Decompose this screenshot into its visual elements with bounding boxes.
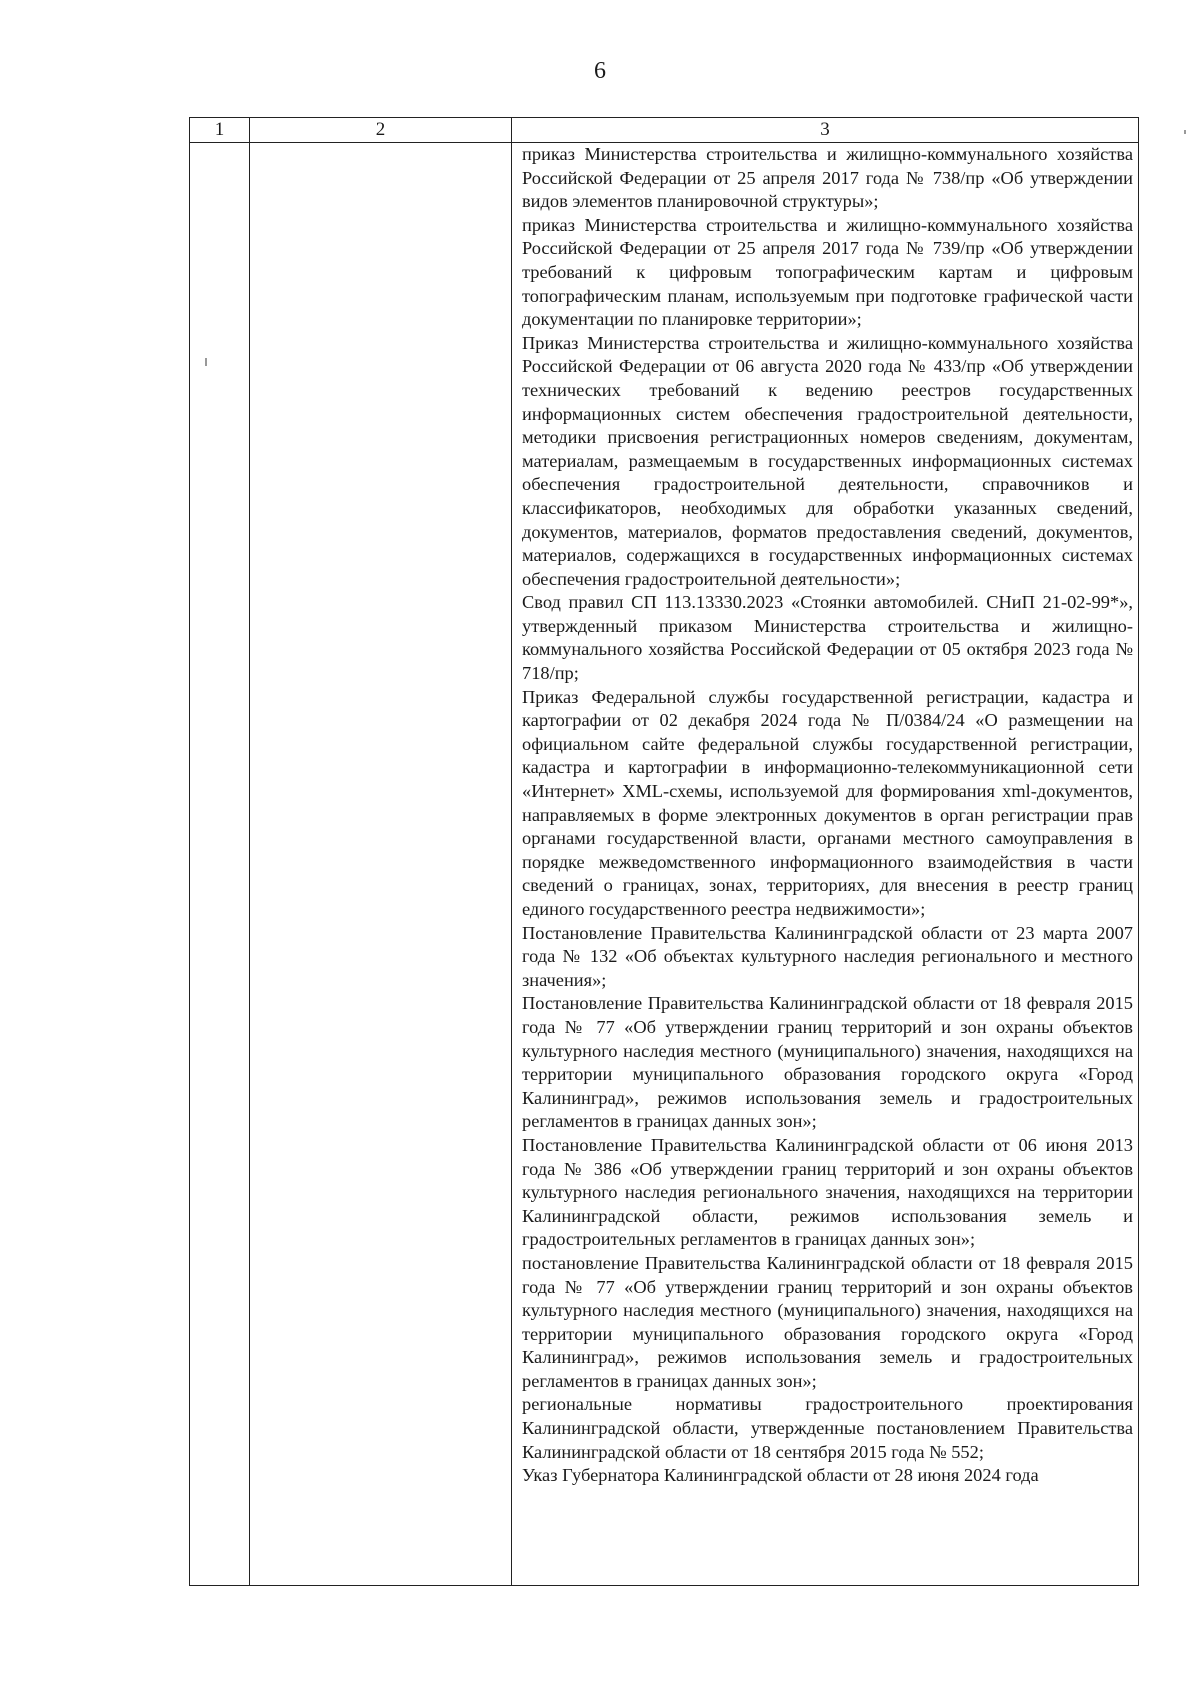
column-2-cell: [250, 143, 512, 1586]
list-item: Приказ Министерства строительства и жилищно-коммунального хозяйства Российской Федерации от 06 августа 2020 года № 433/пр «Об утверждении технических требований к ведению реестров государственных информационных систем обеспечения градостроительной деятельности, методики присвоения регистрационных номеров сведениям, документам, материалам, размещаемым в государственных информационных системах обеспечения градостроительной деятельности, справочников и классификаторов, необходимых для обработки указанных сведений, документов, материалов, форматов предоставления сведений, документов, материалов, содержащихся в государственных информационных системах обеспечения градостроительной деятельности»;: [522, 332, 1133, 589]
scan-mark: [1184, 130, 1186, 134]
list-item: Свод правил СП 113.13330.2023 «Стоянки автомобилей. СНиП 21-02-99*», утвержденный приказом Министерства строительства и жилищно-коммунального хозяйства Российской Федерации от 05 октября 2023 года № 718/пр;: [522, 592, 1133, 684]
column-header-3: 3: [512, 118, 1139, 143]
list-item: Приказ Федеральной службы государственной регистрации, кадастра и картографии от 02 декабря 2024 года № П/0384/24 «О размещении на официальном сайте федеральной службы государственной регистрации, кадастра и картографии в информационно-телекоммуникационной сети «Интернет» XML-схемы, используемой для формирования xml-документов, направляемых в форме электронных документов в орган регистрации прав органами государственной власти, органами местного самоуправления в порядке межведомственного информационного взаимодействия в части сведений о границах, зонах, территориях, для внесения в реестр границ единого государственного реестра недвижимости»;: [522, 686, 1133, 919]
list-item: Постановление Правительства Калининградской области от 23 марта 2007 года № 132 «Об объектах культурного наследия регионального и местного значения»;: [522, 922, 1133, 990]
list-item: Постановление Правительства Калининградской области от 06 июня 2013 года № 386 «Об утверждении границ территорий и зон охраны объектов культурного наследия регионального значения, находящихся на территории Калининградской области, режимов использования земель и градостроительных регламентов в границах данных зон»;: [522, 1134, 1133, 1250]
list-item: постановление Правительства Калининградской области от 18 февраля 2015 года № 77 «Об утверждении границ территорий и зон охраны объектов культурного наследия местного (муниципального) значения, находящихся на территории муниципального образования городского округа «Город Калининград», режимов использования земель и градостроительных регламентов в границах данных зон»;: [522, 1252, 1133, 1391]
list-item: приказ Министерства строительства и жилищно-коммунального хозяйства Российской Федерации от 25 апреля 2017 года № 739/пр «Об утверждении требований к цифровым топографическим картам и цифровым топографическим планам, используемым при подготовке графической части документации по планировке территории»;: [522, 214, 1133, 330]
column-3-cell: [512, 143, 1139, 1586]
list-item: приказ Министерства строительства и жилищно-коммунального хозяйства Российской Федерации от 25 апреля 2017 года № 738/пр «Об утверждении видов элементов планировочной структуры»;: [522, 144, 1133, 212]
table-header-row: [190, 118, 1139, 143]
list-item: региональные нормативы градостроительного проектирования Калининградской области, утвержденные постановлением Правительства Калининградской области от 18 сентября 2015 года № 552;: [522, 1394, 1133, 1462]
list-item: Указ Губернатора Калининградской области от 28 июня 2024 года: [522, 1465, 1039, 1486]
column-header-1: 1: [190, 118, 250, 143]
page-number: 6: [594, 58, 606, 84]
column-header-2: 2: [250, 118, 512, 143]
column-1-cell: [190, 143, 250, 1586]
scan-mark: [205, 358, 207, 366]
list-item: Постановление Правительства Калининградской области от 18 февраля 2015 года № 77 «Об утверждении границ территорий и зон охраны объектов культурного наследия местного (муниципального) значения, находящихся на территории муниципального образования городского округа «Город Калининград», режимов использования земель и градостроительных регламентов в границах данных зон»;: [522, 993, 1133, 1132]
regulations-table: [189, 117, 1139, 1586]
table-row: [190, 143, 1139, 1586]
